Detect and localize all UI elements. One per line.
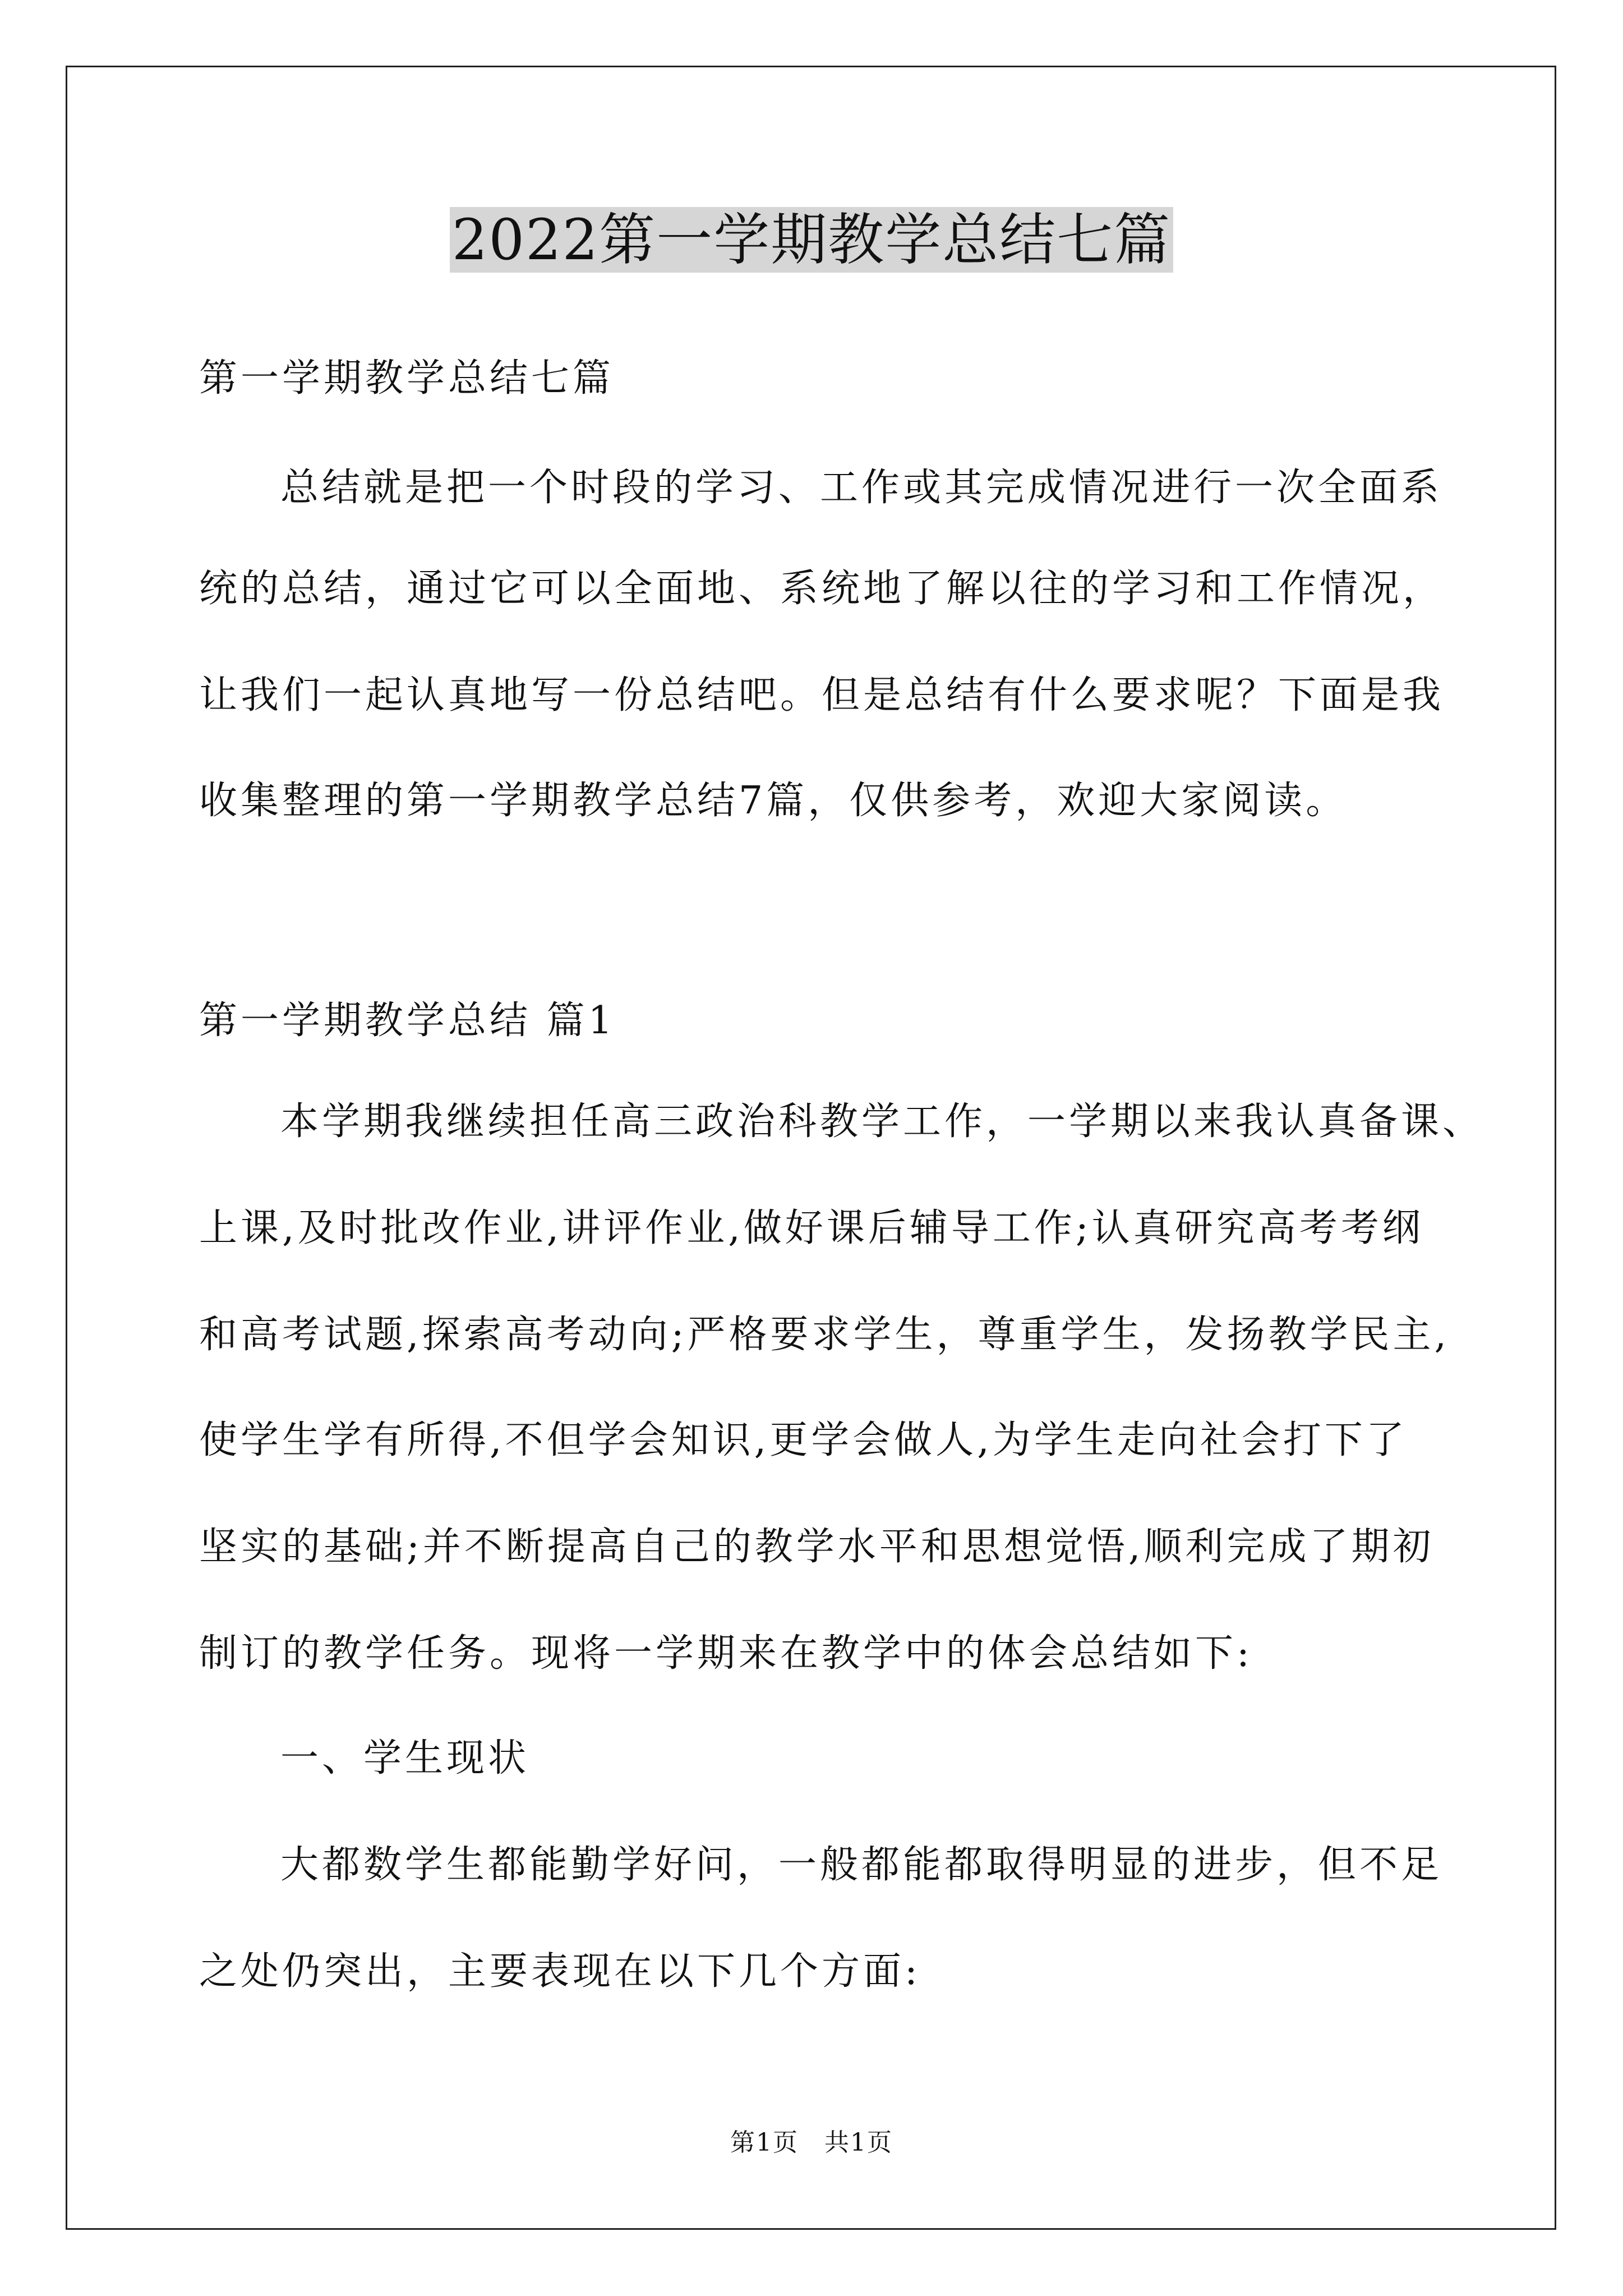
section-line: 本学期我继续担任高三政治科教学工作，一学期以来我认真备课、 [280, 1099, 1484, 1144]
status-line: 大都数学生都能勤学好问，一般都能都取得明显的进步，但不足 [280, 1843, 1443, 1887]
document-title [0, 201, 1623, 279]
section-line: 坚实的基础;并不断提高自己的教学水平和思想觉悟,顺利完成了期初 [199, 1525, 1435, 1569]
section-line: 制订的教学任务。现将一学期来在教学中的体会总结如下: [199, 1631, 1253, 1676]
section-heading: 第一学期教学总结 篇1 [199, 999, 616, 1043]
section-line: 使学生学有所得,不但学会知识,更学会做人,为学生走向社会打下了 [199, 1418, 1408, 1462]
status-line: 之处仍突出，主要表现在以下几个方面: [199, 1949, 921, 1994]
page-footer: 第1页 共1页 [730, 2128, 893, 2157]
document-subtitle: 第一学期教学总结七篇 [199, 356, 615, 401]
intro-line: 统的总结，通过它可以全面地、系统地了解以往的学习和工作情况， [199, 567, 1445, 611]
document-title-text: 2022第一学期教学总结七篇 [450, 207, 1174, 273]
intro-line: 让我们一起认真地写一份总结吧。但是总结有什么要求呢？下面是我 [199, 673, 1445, 717]
subheading: 一、学生现状 [280, 1736, 530, 1780]
section-line: 和高考试题,探索高考动向;严格要求学生，尊重学生，发扬教学民主, [199, 1313, 1450, 1357]
intro-line: 总结就是把一个时段的学习、工作或其完成情况进行一次全面系 [280, 466, 1443, 510]
intro-line: 收集整理的第一学期教学总结7篇，仅供参考，欢迎大家阅读。 [199, 779, 1348, 823]
section-line: 上课,及时批改作业,讲评作业,做好课后辅导工作;认真研究高考考纲 [199, 1206, 1424, 1250]
